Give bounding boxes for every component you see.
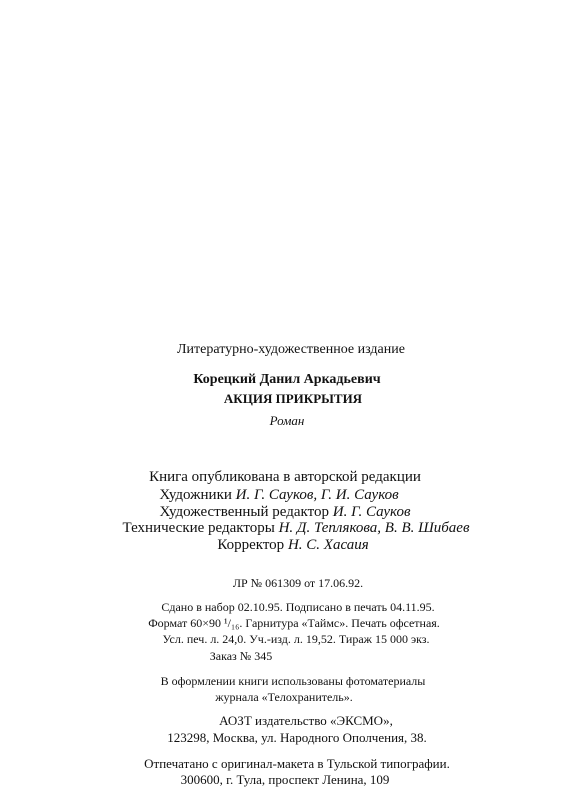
publisher-line-1: АОЗТ издательство «ЭКСМО», xyxy=(219,713,393,728)
tech-editors-credit xyxy=(5,521,582,536)
proofreader-name: Н. С. Хасаия xyxy=(287,537,369,553)
art-editor-credit xyxy=(0,505,576,520)
printer-line-1: Отпечатано с оригинал-макета в Тульской типографии. xyxy=(144,756,450,771)
publisher-line-2: 123298, Москва, ул. Народного Ополчения, 38. xyxy=(167,730,427,745)
published-note: Книга опубликована в авторской редакции xyxy=(149,469,421,485)
print-spec-line-1: Сдано в набор 02.10.95. Подписано в печать 04.11.95. xyxy=(161,600,435,614)
print-spec-line-2: Формат 60×90 ¹/₁₆. Гарнитура «Таймс». Печать офсетная. xyxy=(148,616,440,630)
artists-names: И. Г. Сауков, Г. И. Сауков xyxy=(235,487,399,503)
printer-line-2: 300600, г. Тула, проспект Ленина, 109 xyxy=(180,772,390,787)
series-label: Литературно-художественное издание xyxy=(177,342,405,357)
art-editor-name: И. Г. Сауков xyxy=(332,504,411,520)
artists-role: Художники xyxy=(159,487,232,503)
book-title: АКЦИЯ ПРИКРЫТИЯ xyxy=(223,391,363,406)
tech-editors-names: Н. Д. Теплякова, В. В. Шибаев xyxy=(278,520,470,536)
license-line: ЛР № 061309 от 17.06.92. xyxy=(232,576,364,590)
art-editor-role: Художественный редактор xyxy=(159,504,329,520)
photo-note-line-2: журнала «Телохранитель». xyxy=(215,690,353,704)
order-number: Заказ № 345 xyxy=(209,649,273,663)
print-spec-line-3: Усл. печ. л. 24,0. Уч.-изд. л. 19,52. Тираж 15 000 экз. xyxy=(162,632,430,646)
proofreader-role: Корректор xyxy=(217,537,285,553)
tech-editors-role: Технические редакторы xyxy=(122,520,275,536)
proofreader-credit xyxy=(2,538,582,553)
author-name: Корецкий Данил Аркадьевич xyxy=(193,372,381,387)
photo-note-line-1: В оформлении книги использованы фотоматериалы xyxy=(160,674,426,688)
artists-credit xyxy=(0,488,570,503)
book-genre: Роман xyxy=(269,413,305,428)
